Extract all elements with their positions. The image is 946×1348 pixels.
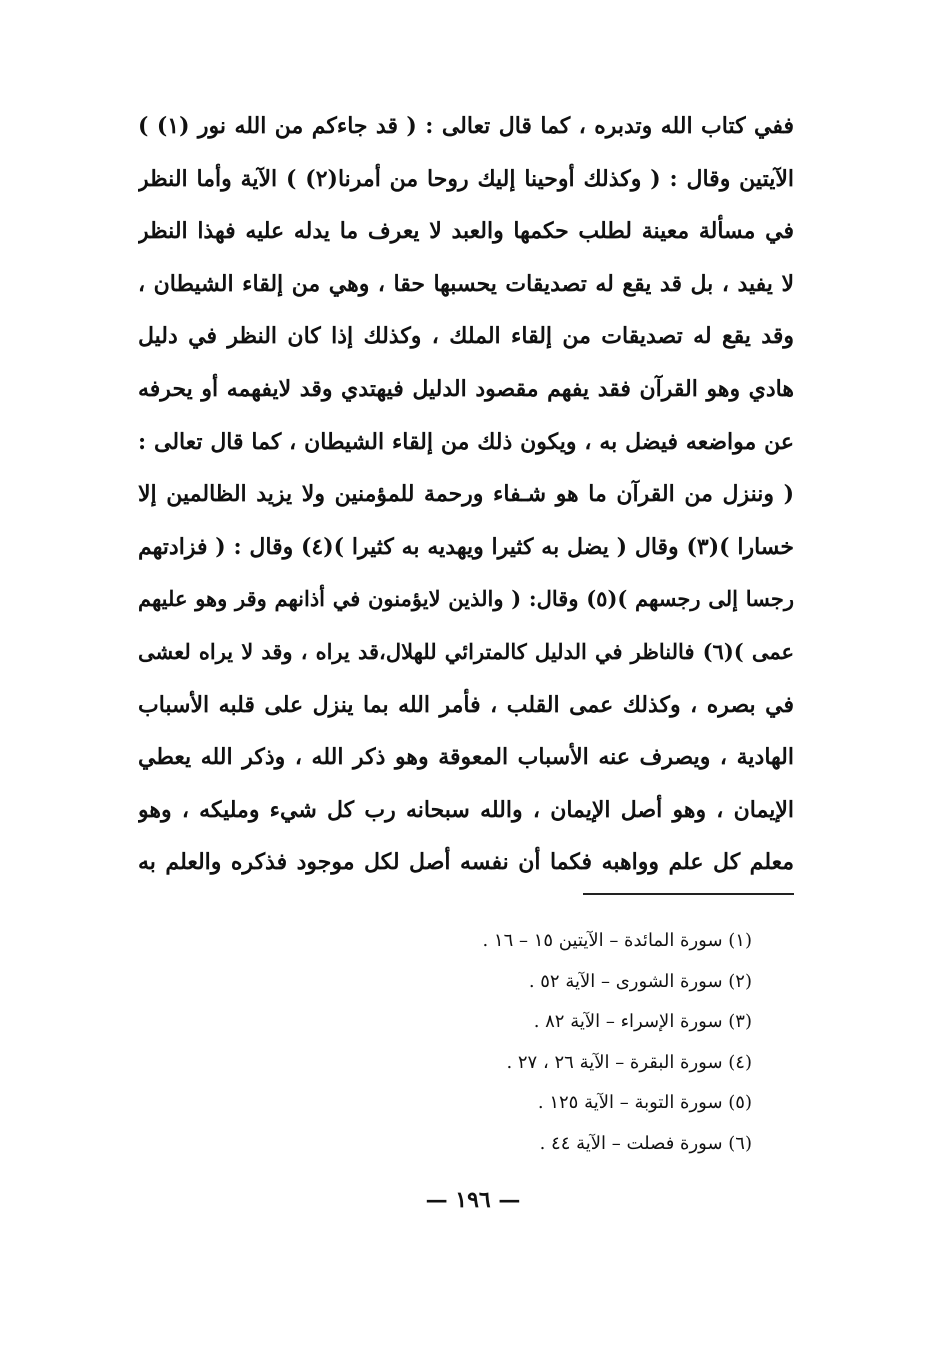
footnote-separator — [583, 893, 794, 895]
body-line: ففي كتاب الله وتدبره ، كما قال تعالى : ( قد جاءكم من الله نور (١) ) — [138, 113, 794, 139]
body-line: خسارا )(٣) وقال ( يضل به كثيرا ويهديه به كثيرا )(٤) وقال : ( فزادتهم — [138, 533, 794, 560]
page-number: — ١٩٦ — — [425, 1187, 521, 1213]
footnote: (٣) سورة الإسراء – الآية ٨٢ . — [533, 1011, 752, 1033]
body-line: الإيمان ، وهو أصل الإيمان ، والله سبحانه رب كل شيء ومليكه ، وهو — [138, 796, 794, 823]
body-line: في بصره ، وكذلك عمى القلب ، فأمر الله بما ينزل على قلبه الأسباب — [138, 691, 794, 718]
body-line: الهادية ، ويصرف عنه الأسباب المعوقة وهو ذكر الله ، وذكر الله يعطي — [138, 744, 794, 771]
body-line: عمى )(٦) فالناظر في الدليل كالمترائي للهلال،قد يراه ، وقد لا يراه لعشى — [138, 638, 794, 664]
body-line: معلم كل علم وواهبه فكما أن نفسه أصل لكل موجود فذكره والعلم به — [138, 849, 794, 876]
footnotes — [400, 921, 752, 1165]
body-line: رجسا إلى رجسهم )(٥) وقال: ( والذين لايؤمنون في أذانهم وقر وهو عليهم — [138, 586, 794, 612]
footnote: (١) سورة المائدة – الآيتين ١٥ – ١٦ . — [482, 930, 752, 951]
body-line: الآيتين وقال : ( وكذلك أوحينا إليك روحا من أمرنا(٢) ) الآية وأما النظر — [138, 165, 794, 192]
footnote: (٢) سورة الشورى – الآية ٥٢ . — [528, 970, 752, 992]
body-line: عن مواضعه فيضل به ، ويكون ذلك من إلقاء الشيطان ، كما قال تعالى : — [138, 428, 794, 455]
footnote: (٤) سورة البقرة – الآية ٢٦ ، ٢٧ . — [506, 1051, 752, 1073]
body-line: هادي وهو القرآن فقد يفهم مقصود الدليل فيهتدي وقد لايفهمه أو يحرفه — [138, 375, 794, 402]
body-line: وقد يقع له تصديقات من إلقاء الملك ، وكذلك إذا كان النظر في دليل — [138, 323, 794, 350]
footnote: (٦) سورة فصلت – الآية ٤٤ . — [539, 1132, 752, 1154]
body-line: ( وننزل من القرآن ما هو شـفاء ورحمة للمؤمنين ولا يزيد الظالمين إلا — [138, 481, 794, 508]
body-text — [138, 100, 794, 889]
body-line: لا يفيد ، بل قد يقع له تصديقات يحسبها حقا ، وهي من إلقاء الشيطان ، — [138, 270, 794, 297]
body-line: في مسألة معينة لطلب حكمها والعبد لا يعرف ما يدله عليه فهذا النظر — [138, 218, 794, 245]
footnote: (٥) سورة التوبة – الآية ١٢٥ . — [537, 1092, 752, 1114]
